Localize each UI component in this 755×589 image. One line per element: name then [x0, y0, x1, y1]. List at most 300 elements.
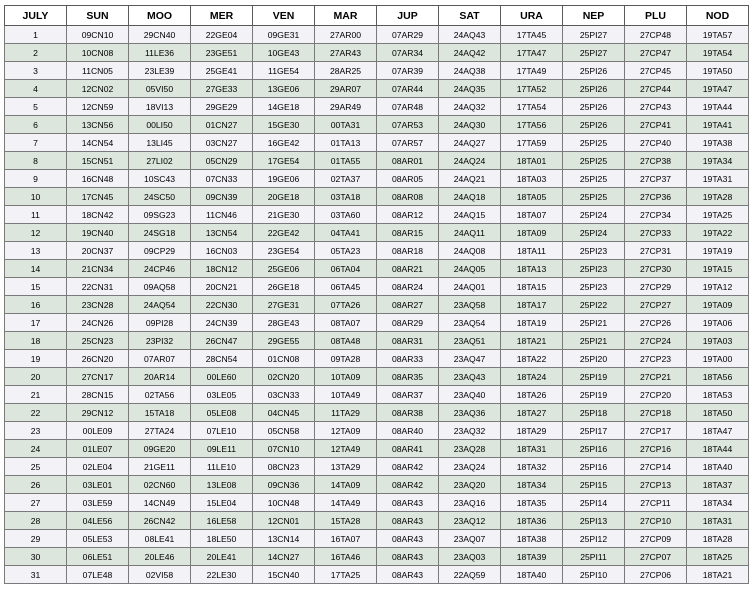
- position-cell: 05LE08: [191, 404, 253, 422]
- position-cell: 16TA07: [315, 530, 377, 548]
- position-cell: 20CN21: [191, 278, 253, 296]
- position-cell: 18TA27: [501, 404, 563, 422]
- day-cell: 14: [5, 260, 67, 278]
- column-header-sat: SAT: [439, 6, 501, 26]
- day-cell: 13: [5, 242, 67, 260]
- position-cell: 19TA47: [687, 80, 749, 98]
- position-cell: 15CN40: [253, 566, 315, 584]
- position-cell: 23AQ20: [439, 476, 501, 494]
- position-cell: 25PI21: [563, 332, 625, 350]
- position-cell: 25PI12: [563, 530, 625, 548]
- position-cell: 08AR15: [377, 224, 439, 242]
- position-cell: 01TA55: [315, 152, 377, 170]
- position-cell: 27CP48: [625, 26, 687, 44]
- column-header-jup: JUP: [377, 6, 439, 26]
- position-cell: 19CN40: [67, 224, 129, 242]
- table-row: [5, 260, 749, 278]
- position-cell: 08AR08: [377, 188, 439, 206]
- day-cell: 21: [5, 386, 67, 404]
- position-cell: 28GE43: [253, 314, 315, 332]
- position-cell: 18TA07: [501, 206, 563, 224]
- position-cell: 07CN33: [191, 170, 253, 188]
- position-cell: 08AR33: [377, 350, 439, 368]
- position-cell: 10CN48: [253, 494, 315, 512]
- table-row: [5, 458, 749, 476]
- position-cell: 01TA13: [315, 134, 377, 152]
- position-cell: 18TA39: [501, 548, 563, 566]
- position-cell: 18TA35: [501, 494, 563, 512]
- position-cell: 12CN01: [253, 512, 315, 530]
- position-cell: 23PI32: [129, 332, 191, 350]
- position-cell: 19TA41: [687, 116, 749, 134]
- position-cell: 24AQ08: [439, 242, 501, 260]
- position-cell: 27CP20: [625, 386, 687, 404]
- table-row: [5, 530, 749, 548]
- position-cell: 09CN10: [67, 26, 129, 44]
- table-row: [5, 134, 749, 152]
- position-cell: 27CP47: [625, 44, 687, 62]
- table-row: [5, 26, 749, 44]
- position-cell: 09SG23: [129, 206, 191, 224]
- position-cell: 25PI24: [563, 224, 625, 242]
- position-cell: 26GE18: [253, 278, 315, 296]
- position-cell: 08AR27: [377, 296, 439, 314]
- table-row: [5, 386, 749, 404]
- position-cell: 03CN33: [253, 386, 315, 404]
- position-cell: 23AQ12: [439, 512, 501, 530]
- position-cell: 21GE11: [129, 458, 191, 476]
- position-cell: 20LE46: [129, 548, 191, 566]
- position-cell: 27CP29: [625, 278, 687, 296]
- position-cell: 25GE41: [191, 62, 253, 80]
- position-cell: 24AQ35: [439, 80, 501, 98]
- position-cell: 19TA54: [687, 44, 749, 62]
- position-cell: 13CN14: [253, 530, 315, 548]
- position-cell: 08AR41: [377, 440, 439, 458]
- position-cell: 27CP26: [625, 314, 687, 332]
- position-cell: 27CP18: [625, 404, 687, 422]
- position-cell: 19TA12: [687, 278, 749, 296]
- ephemeris-table: [4, 5, 749, 584]
- position-cell: 07AR34: [377, 44, 439, 62]
- position-cell: 19GE06: [253, 170, 315, 188]
- position-cell: 18TA17: [501, 296, 563, 314]
- day-cell: 11: [5, 206, 67, 224]
- position-cell: 23AQ58: [439, 296, 501, 314]
- table-row: [5, 44, 749, 62]
- position-cell: 01CN27: [191, 116, 253, 134]
- position-cell: 08AR43: [377, 548, 439, 566]
- table-row: [5, 332, 749, 350]
- position-cell: 10CN08: [67, 44, 129, 62]
- position-cell: 08AR40: [377, 422, 439, 440]
- table-row: [5, 368, 749, 386]
- position-cell: 25PI11: [563, 548, 625, 566]
- position-cell: 14TA09: [315, 476, 377, 494]
- position-cell: 23AQ54: [439, 314, 501, 332]
- position-cell: 10TA49: [315, 386, 377, 404]
- position-cell: 12TA09: [315, 422, 377, 440]
- position-cell: 19TA38: [687, 134, 749, 152]
- column-header-plu: PLU: [625, 6, 687, 26]
- table-row: [5, 350, 749, 368]
- position-cell: 25PI15: [563, 476, 625, 494]
- day-cell: 20: [5, 368, 67, 386]
- position-cell: 22LE30: [191, 566, 253, 584]
- position-cell: 25PI27: [563, 26, 625, 44]
- position-cell: 24AQ24: [439, 152, 501, 170]
- position-cell: 11CN46: [191, 206, 253, 224]
- position-cell: 02TA37: [315, 170, 377, 188]
- day-cell: 9: [5, 170, 67, 188]
- position-cell: 24AQ54: [129, 296, 191, 314]
- day-cell: 18: [5, 332, 67, 350]
- position-cell: 27CP16: [625, 440, 687, 458]
- position-cell: 27CP17: [625, 422, 687, 440]
- position-cell: 22GE04: [191, 26, 253, 44]
- table-row: [5, 476, 749, 494]
- position-cell: 08AR42: [377, 476, 439, 494]
- position-cell: 08AR21: [377, 260, 439, 278]
- position-cell: 15TA28: [315, 512, 377, 530]
- position-cell: 19TA09: [687, 296, 749, 314]
- day-cell: 30: [5, 548, 67, 566]
- position-cell: 13LI45: [129, 134, 191, 152]
- position-cell: 20CN37: [67, 242, 129, 260]
- position-cell: 05CN58: [253, 422, 315, 440]
- position-cell: 27CP30: [625, 260, 687, 278]
- position-cell: 08CN23: [253, 458, 315, 476]
- position-cell: 01CN08: [253, 350, 315, 368]
- position-cell: 19TA19: [687, 242, 749, 260]
- position-cell: 27CP34: [625, 206, 687, 224]
- day-cell: 19: [5, 350, 67, 368]
- position-cell: 25PI21: [563, 314, 625, 332]
- position-cell: 23AQ40: [439, 386, 501, 404]
- position-cell: 24AQ30: [439, 116, 501, 134]
- position-cell: 24CN26: [67, 314, 129, 332]
- position-cell: 19TA15: [687, 260, 749, 278]
- column-header-ura: URA: [501, 6, 563, 26]
- position-cell: 18TA31: [501, 440, 563, 458]
- table-row: [5, 404, 749, 422]
- position-cell: 18TA24: [501, 368, 563, 386]
- position-cell: 27CP07: [625, 548, 687, 566]
- position-cell: 00LE09: [67, 422, 129, 440]
- position-cell: 18TA53: [687, 386, 749, 404]
- position-cell: 24AQ27: [439, 134, 501, 152]
- position-cell: 18TA34: [501, 476, 563, 494]
- position-cell: 23AQ03: [439, 548, 501, 566]
- position-cell: 13LE08: [191, 476, 253, 494]
- position-cell: 22CN30: [191, 296, 253, 314]
- position-cell: 19TA44: [687, 98, 749, 116]
- position-cell: 18TA37: [687, 476, 749, 494]
- position-cell: 17TA59: [501, 134, 563, 152]
- position-cell: 05CN29: [191, 152, 253, 170]
- day-cell: 28: [5, 512, 67, 530]
- position-cell: 06LE51: [67, 548, 129, 566]
- position-cell: 09GE31: [253, 26, 315, 44]
- position-cell: 27LI02: [129, 152, 191, 170]
- position-cell: 09CN39: [191, 188, 253, 206]
- day-cell: 5: [5, 98, 67, 116]
- position-cell: 05VI50: [129, 80, 191, 98]
- position-cell: 18TA28: [687, 530, 749, 548]
- position-cell: 18TA44: [687, 440, 749, 458]
- day-cell: 10: [5, 188, 67, 206]
- position-cell: 25PI26: [563, 80, 625, 98]
- position-cell: 18TA31: [687, 512, 749, 530]
- position-cell: 18TA34: [687, 494, 749, 512]
- position-cell: 19TA57: [687, 26, 749, 44]
- position-cell: 23AQ36: [439, 404, 501, 422]
- position-cell: 20GE18: [253, 188, 315, 206]
- column-header-mar: MAR: [315, 6, 377, 26]
- position-cell: 25GE06: [253, 260, 315, 278]
- position-cell: 08AR38: [377, 404, 439, 422]
- position-cell: 17CN45: [67, 188, 129, 206]
- position-cell: 07LE10: [191, 422, 253, 440]
- position-cell: 05TA23: [315, 242, 377, 260]
- position-cell: 07AR53: [377, 116, 439, 134]
- position-cell: 27CP13: [625, 476, 687, 494]
- table-row: [5, 278, 749, 296]
- day-cell: 17: [5, 314, 67, 332]
- position-cell: 18TA26: [501, 386, 563, 404]
- day-cell: 7: [5, 134, 67, 152]
- position-cell: 18CN42: [67, 206, 129, 224]
- position-cell: 08TA48: [315, 332, 377, 350]
- day-cell: 24: [5, 440, 67, 458]
- position-cell: 17TA25: [315, 566, 377, 584]
- day-cell: 22: [5, 404, 67, 422]
- position-cell: 16LE58: [191, 512, 253, 530]
- position-cell: 03LE59: [67, 494, 129, 512]
- position-cell: 27CP37: [625, 170, 687, 188]
- day-cell: 29: [5, 530, 67, 548]
- table-row: [5, 512, 749, 530]
- position-cell: 23AQ07: [439, 530, 501, 548]
- day-cell: 3: [5, 62, 67, 80]
- day-cell: 27: [5, 494, 67, 512]
- position-cell: 19TA31: [687, 170, 749, 188]
- position-cell: 19TA28: [687, 188, 749, 206]
- day-cell: 1: [5, 26, 67, 44]
- column-header-nod: NOD: [687, 6, 749, 26]
- position-cell: 24AQ32: [439, 98, 501, 116]
- position-cell: 18LE50: [191, 530, 253, 548]
- position-cell: 09GE20: [129, 440, 191, 458]
- position-cell: 13CN56: [67, 116, 129, 134]
- table-row: [5, 188, 749, 206]
- position-cell: 27AR00: [315, 26, 377, 44]
- position-cell: 25PI20: [563, 350, 625, 368]
- position-cell: 14CN49: [129, 494, 191, 512]
- table-row: [5, 206, 749, 224]
- position-cell: 02CN20: [253, 368, 315, 386]
- position-cell: 24AQ42: [439, 44, 501, 62]
- day-cell: 4: [5, 80, 67, 98]
- position-cell: 23AQ51: [439, 332, 501, 350]
- day-cell: 12: [5, 224, 67, 242]
- position-cell: 18CN12: [191, 260, 253, 278]
- position-cell: 07AR07: [129, 350, 191, 368]
- table-row: [5, 440, 749, 458]
- position-cell: 18TA22: [501, 350, 563, 368]
- position-cell: 04TA41: [315, 224, 377, 242]
- position-cell: 25PI19: [563, 386, 625, 404]
- position-cell: 09CP29: [129, 242, 191, 260]
- position-cell: 23GE51: [191, 44, 253, 62]
- position-cell: 27CP31: [625, 242, 687, 260]
- position-cell: 25PI25: [563, 188, 625, 206]
- position-cell: 18TA01: [501, 152, 563, 170]
- position-cell: 26CN47: [191, 332, 253, 350]
- position-cell: 03TA60: [315, 206, 377, 224]
- position-cell: 27CP43: [625, 98, 687, 116]
- table-row: [5, 242, 749, 260]
- table-row: [5, 116, 749, 134]
- position-cell: 08AR29: [377, 314, 439, 332]
- position-cell: 18TA50: [687, 404, 749, 422]
- position-cell: 25PI26: [563, 116, 625, 134]
- position-cell: 17TA49: [501, 62, 563, 80]
- table-row: [5, 152, 749, 170]
- position-cell: 08AR37: [377, 386, 439, 404]
- position-cell: 08AR24: [377, 278, 439, 296]
- position-cell: 19TA06: [687, 314, 749, 332]
- position-cell: 15GE30: [253, 116, 315, 134]
- position-cell: 08AR31: [377, 332, 439, 350]
- position-cell: 19TA25: [687, 206, 749, 224]
- position-cell: 21GE30: [253, 206, 315, 224]
- position-cell: 18TA38: [501, 530, 563, 548]
- position-cell: 07CN10: [253, 440, 315, 458]
- position-cell: 23AQ32: [439, 422, 501, 440]
- position-cell: 09LE11: [191, 440, 253, 458]
- position-cell: 25PI13: [563, 512, 625, 530]
- position-cell: 24CP46: [129, 260, 191, 278]
- position-cell: 27CP14: [625, 458, 687, 476]
- position-cell: 14CN54: [67, 134, 129, 152]
- position-cell: 18TA21: [501, 332, 563, 350]
- position-cell: 00LI50: [129, 116, 191, 134]
- position-cell: 24AQ18: [439, 188, 501, 206]
- position-cell: 25PI25: [563, 134, 625, 152]
- position-cell: 25PI14: [563, 494, 625, 512]
- position-cell: 27CP09: [625, 530, 687, 548]
- position-cell: 07AR48: [377, 98, 439, 116]
- position-cell: 13TA29: [315, 458, 377, 476]
- position-cell: 25PI24: [563, 206, 625, 224]
- day-cell: 25: [5, 458, 67, 476]
- position-cell: 19TA03: [687, 332, 749, 350]
- position-cell: 08AR42: [377, 458, 439, 476]
- position-cell: 14CN27: [253, 548, 315, 566]
- position-cell: 00TA31: [315, 116, 377, 134]
- position-cell: 23CN28: [67, 296, 129, 314]
- position-cell: 14GE18: [253, 98, 315, 116]
- position-cell: 22CN31: [67, 278, 129, 296]
- position-cell: 02VI58: [129, 566, 191, 584]
- position-cell: 10GE43: [253, 44, 315, 62]
- position-cell: 24AQ11: [439, 224, 501, 242]
- position-cell: 09PI28: [129, 314, 191, 332]
- position-cell: 17TA52: [501, 80, 563, 98]
- position-cell: 27CN17: [67, 368, 129, 386]
- position-cell: 20AR14: [129, 368, 191, 386]
- position-cell: 02CN60: [129, 476, 191, 494]
- position-cell: 11CN05: [67, 62, 129, 80]
- position-cell: 28CN54: [191, 350, 253, 368]
- position-cell: 25PI25: [563, 170, 625, 188]
- position-cell: 05LE53: [67, 530, 129, 548]
- position-cell: 18TA29: [501, 422, 563, 440]
- position-cell: 17TA47: [501, 44, 563, 62]
- position-cell: 08AR18: [377, 242, 439, 260]
- day-cell: 6: [5, 116, 67, 134]
- position-cell: 27CP24: [625, 332, 687, 350]
- position-cell: 03LE01: [67, 476, 129, 494]
- position-cell: 25PI23: [563, 242, 625, 260]
- position-cell: 24SC50: [129, 188, 191, 206]
- position-cell: 18TA32: [501, 458, 563, 476]
- position-cell: 03LE05: [191, 386, 253, 404]
- column-header-sun: SUN: [67, 6, 129, 26]
- day-cell: 23: [5, 422, 67, 440]
- position-cell: 04LE56: [67, 512, 129, 530]
- position-cell: 27CP10: [625, 512, 687, 530]
- position-cell: 20LE41: [191, 548, 253, 566]
- position-cell: 23AQ16: [439, 494, 501, 512]
- position-cell: 17TA54: [501, 98, 563, 116]
- position-cell: 06TA04: [315, 260, 377, 278]
- position-cell: 24SG18: [129, 224, 191, 242]
- position-cell: 24AQ01: [439, 278, 501, 296]
- position-cell: 08AR43: [377, 512, 439, 530]
- table-row: [5, 566, 749, 584]
- position-cell: 24AQ43: [439, 26, 501, 44]
- position-cell: 27CP33: [625, 224, 687, 242]
- position-cell: 18TA40: [501, 566, 563, 584]
- position-cell: 18TA56: [687, 368, 749, 386]
- position-cell: 06TA45: [315, 278, 377, 296]
- position-cell: 08LE41: [129, 530, 191, 548]
- position-cell: 07AR29: [377, 26, 439, 44]
- position-cell: 23LE39: [129, 62, 191, 80]
- position-cell: 13GE06: [253, 80, 315, 98]
- position-cell: 17GE54: [253, 152, 315, 170]
- position-cell: 08TA07: [315, 314, 377, 332]
- position-cell: 07TA26: [315, 296, 377, 314]
- position-cell: 16CN03: [191, 242, 253, 260]
- position-cell: 18TA13: [501, 260, 563, 278]
- column-header-ven: VEN: [253, 6, 315, 26]
- position-cell: 10TA09: [315, 368, 377, 386]
- day-cell: 15: [5, 278, 67, 296]
- position-cell: 19TA50: [687, 62, 749, 80]
- position-cell: 27AR43: [315, 44, 377, 62]
- position-cell: 18TA11: [501, 242, 563, 260]
- column-header-july: JULY: [5, 6, 67, 26]
- position-cell: 02LE04: [67, 458, 129, 476]
- position-cell: 27CP27: [625, 296, 687, 314]
- position-cell: 12TA49: [315, 440, 377, 458]
- position-cell: 24AQ15: [439, 206, 501, 224]
- position-cell: 22GE42: [253, 224, 315, 242]
- position-cell: 25PI17: [563, 422, 625, 440]
